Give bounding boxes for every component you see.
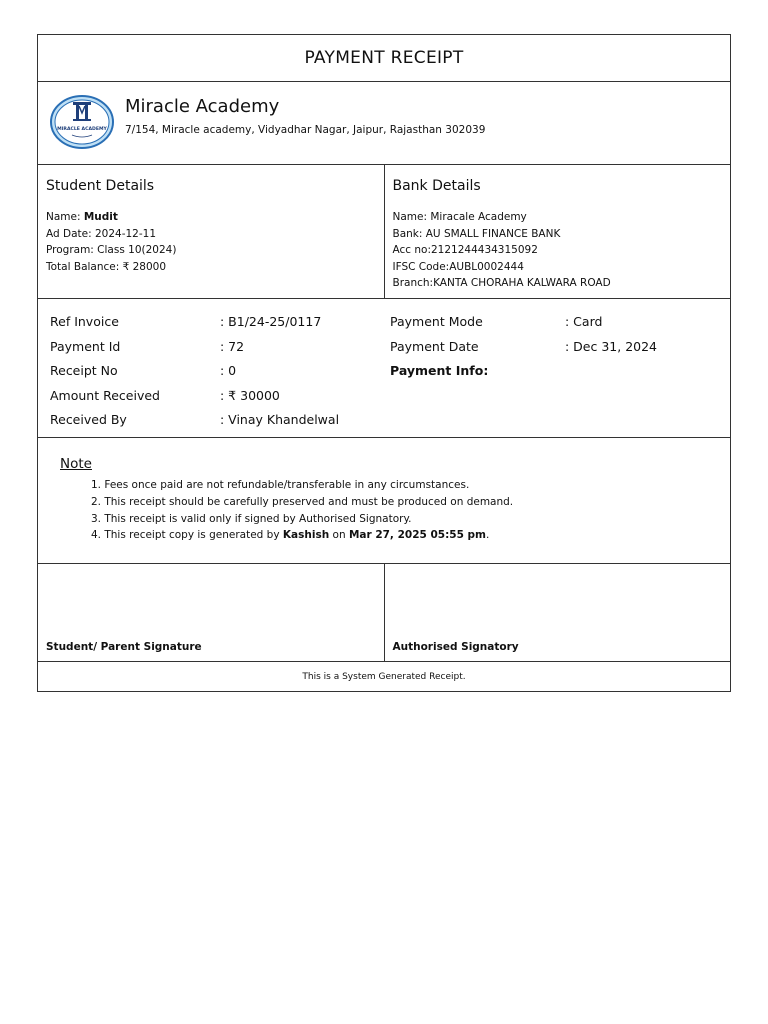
- authorised-signature-box: [385, 564, 731, 661]
- student-name: [46, 209, 176, 226]
- payment-field: [390, 310, 657, 335]
- details-section: [38, 165, 730, 299]
- system-generated-note: This is a System Generated Receipt.: [302, 671, 466, 682]
- bank-account-name: Name: Miracale Academy: [392, 211, 527, 223]
- academy-name: Miracle Academy: [125, 96, 280, 117]
- payment-section: [38, 299, 730, 438]
- field-value: : 0: [220, 363, 237, 379]
- bank-name: Bank: AU SMALL FINANCE BANK: [392, 227, 561, 240]
- bank-account-number: Acc no:2121244434315092: [392, 244, 538, 257]
- payment-left-list: [50, 310, 339, 433]
- payment-field: [50, 359, 339, 384]
- bank-ifsc: IFSC Code:AUBL0002444: [392, 260, 524, 273]
- note-section: [38, 438, 730, 564]
- field-label: Ref Invoice: [50, 314, 119, 329]
- note-item: [91, 527, 513, 544]
- payment-field: [50, 335, 339, 360]
- academy-address: 7/154, Miracle academy, Vidyadhar Nagar, Jaipur, Rajasthan 302039: [125, 124, 486, 136]
- academy-header: [38, 82, 730, 165]
- authorised-signature-label: Authorised Signatory: [392, 641, 519, 653]
- note-item: 3. This receipt is valid only if signed by Authorised Signatory.: [91, 512, 412, 525]
- note-item-text: .: [486, 529, 490, 542]
- receipt-title: PAYMENT RECEIPT: [304, 48, 464, 68]
- field-label: Receipt No: [50, 363, 118, 379]
- signature-section: [38, 564, 730, 662]
- payment-field: [50, 408, 339, 433]
- field-value: : B1/24-25/0117: [220, 314, 322, 329]
- field-value: : Dec 31, 2024: [565, 338, 658, 354]
- note-title: Note: [60, 456, 92, 472]
- generated-date: Mar 27, 2025 05:55 pm: [348, 529, 486, 542]
- bank-branch: Branch:KANTA CHORAHA KALWARA ROAD: [392, 277, 611, 290]
- student-ad-date: Ad Date: 2024-12-11: [46, 227, 156, 240]
- bank-details-list: [393, 209, 611, 292]
- student-signature-box: [38, 564, 385, 661]
- field-value: : 72: [220, 338, 245, 354]
- payment-field: [50, 384, 339, 409]
- field-label: Received By: [50, 412, 127, 428]
- academy-logo: [50, 95, 114, 149]
- bank-details: [385, 165, 731, 298]
- note-item: 2. This receipt should be carefully preserved and must be produced on demand.: [91, 495, 514, 508]
- student-details-list: [46, 209, 176, 275]
- note-item: 1. Fees once paid are not refundable/transferable in any circumstances.: [91, 479, 470, 491]
- field-label: Payment Date: [390, 338, 479, 354]
- field-value: : ₹ 30000: [220, 387, 280, 403]
- student-signature-label: Student/ Parent Signature: [46, 641, 202, 653]
- payment-receipt: [37, 34, 731, 692]
- payment-info-label: Payment Info:: [390, 363, 489, 379]
- note-list: [91, 477, 513, 544]
- payment-field: [390, 335, 657, 360]
- receipt-footer: [38, 662, 730, 691]
- student-details-heading: Student Details: [46, 178, 155, 194]
- student-program: Program: Class 10(2024): [46, 244, 177, 257]
- bank-details-heading: Bank Details: [392, 178, 481, 194]
- logo-text: MIRACLE ACADEMY: [57, 127, 107, 132]
- field-label: Payment Mode: [390, 314, 483, 329]
- student-details: [38, 165, 385, 298]
- student-name-label: Name:: [46, 211, 81, 223]
- field-value: : Vinay Khandelwal: [220, 412, 340, 428]
- field-label: Payment Id: [50, 338, 121, 354]
- field-label: Amount Received: [50, 387, 160, 403]
- note-item-text: 4. This receipt copy is generated by: [91, 529, 283, 542]
- payment-field: [50, 310, 339, 335]
- receipt-title-row: [38, 35, 730, 82]
- student-name-value: Mudit: [83, 211, 118, 223]
- note-item-text: on: [329, 529, 349, 542]
- field-value: : Card: [565, 314, 603, 329]
- student-balance: Total Balance: ₹ 28000: [46, 260, 167, 273]
- payment-right-list: [390, 310, 657, 384]
- generated-by-user: Kashish: [282, 529, 330, 542]
